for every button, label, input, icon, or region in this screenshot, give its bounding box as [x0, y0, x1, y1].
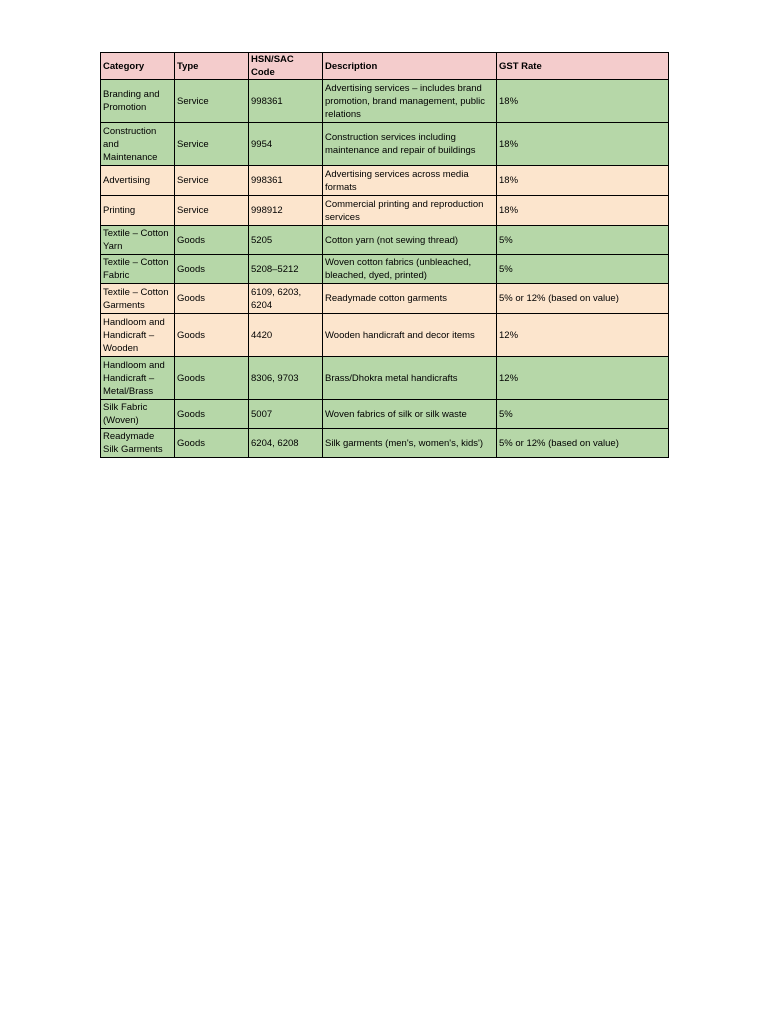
- cell-hsn-sac-code: 8306, 9703: [249, 357, 323, 400]
- table-row: [101, 429, 669, 458]
- cell-gst-rate: 12%: [497, 357, 669, 400]
- cell-gst-rate: 5%: [497, 255, 669, 284]
- cell-category: Textile – Cotton Yarn: [101, 226, 175, 255]
- cell-type: Service: [175, 80, 249, 123]
- cell-type: Goods: [175, 284, 249, 314]
- table-row: [101, 226, 669, 255]
- cell-description: Woven fabrics of silk or silk waste: [323, 400, 497, 429]
- cell-hsn-sac-code: 4420: [249, 314, 323, 357]
- cell-type: Service: [175, 166, 249, 196]
- header-gst-rate: GST Rate: [497, 53, 669, 80]
- table-row: [101, 284, 669, 314]
- table-row: [101, 80, 669, 123]
- cell-description: Readymade cotton garments: [323, 284, 497, 314]
- cell-type: Goods: [175, 400, 249, 429]
- cell-gst-rate: 5%: [497, 400, 669, 429]
- cell-type: Goods: [175, 226, 249, 255]
- header-description: Description: [323, 53, 497, 80]
- cell-gst-rate: 18%: [497, 123, 669, 166]
- table-row: [101, 255, 669, 284]
- cell-type: Goods: [175, 357, 249, 400]
- cell-type: Goods: [175, 255, 249, 284]
- header-hsn-sac-code: HSN/SAC Code: [249, 53, 323, 80]
- cell-description: Advertising services across media formats: [323, 166, 497, 196]
- cell-category: Branding and Promotion: [101, 80, 175, 123]
- cell-type: Service: [175, 123, 249, 166]
- table-row: [101, 123, 669, 166]
- cell-category: Readymade Silk Garments: [101, 429, 175, 458]
- cell-description: Brass/Dhokra metal handicrafts: [323, 357, 497, 400]
- cell-gst-rate: 18%: [497, 80, 669, 123]
- cell-hsn-sac-code: 5208–5212: [249, 255, 323, 284]
- cell-gst-rate: 12%: [497, 314, 669, 357]
- cell-description: Construction services including maintenance and repair of buildings: [323, 123, 497, 166]
- cell-gst-rate: 5% or 12% (based on value): [497, 284, 669, 314]
- header-type: Type: [175, 53, 249, 80]
- cell-category: Printing: [101, 196, 175, 226]
- cell-description: Commercial printing and reproduction services: [323, 196, 497, 226]
- cell-category: Handloom and Handicraft – Wooden: [101, 314, 175, 357]
- cell-description: Silk garments (men's, women's, kids'): [323, 429, 497, 458]
- cell-type: Service: [175, 196, 249, 226]
- cell-description: Woven cotton fabrics (unbleached, bleached, dyed, printed): [323, 255, 497, 284]
- table-row: [101, 314, 669, 357]
- cell-gst-rate: 5%: [497, 226, 669, 255]
- table-row: [101, 400, 669, 429]
- cell-description: Advertising services – includes brand promotion, brand management, public relations: [323, 80, 497, 123]
- cell-hsn-sac-code: 6204, 6208: [249, 429, 323, 458]
- cell-gst-rate: 18%: [497, 196, 669, 226]
- cell-category: Silk Fabric (Woven): [101, 400, 175, 429]
- header-category: Category: [101, 53, 175, 80]
- gst-rate-table: [100, 52, 669, 458]
- table-row: [101, 166, 669, 196]
- cell-type: Goods: [175, 429, 249, 458]
- cell-description: Cotton yarn (not sewing thread): [323, 226, 497, 255]
- table-row: [101, 196, 669, 226]
- cell-type: Goods: [175, 314, 249, 357]
- cell-hsn-sac-code: 9954: [249, 123, 323, 166]
- cell-gst-rate: 5% or 12% (based on value): [497, 429, 669, 458]
- cell-gst-rate: 18%: [497, 166, 669, 196]
- cell-category: Handloom and Handicraft – Metal/Brass: [101, 357, 175, 400]
- table-row: [101, 357, 669, 400]
- cell-hsn-sac-code: 998912: [249, 196, 323, 226]
- cell-category: Textile – Cotton Fabric: [101, 255, 175, 284]
- table-header-row: [101, 53, 669, 80]
- cell-category: Textile – Cotton Garments: [101, 284, 175, 314]
- cell-category: Construction and Maintenance: [101, 123, 175, 166]
- cell-description: Wooden handicraft and decor items: [323, 314, 497, 357]
- cell-hsn-sac-code: 6109, 6203, 6204: [249, 284, 323, 314]
- cell-hsn-sac-code: 5205: [249, 226, 323, 255]
- cell-category: Advertising: [101, 166, 175, 196]
- cell-hsn-sac-code: 5007: [249, 400, 323, 429]
- cell-hsn-sac-code: 998361: [249, 166, 323, 196]
- cell-hsn-sac-code: 998361: [249, 80, 323, 123]
